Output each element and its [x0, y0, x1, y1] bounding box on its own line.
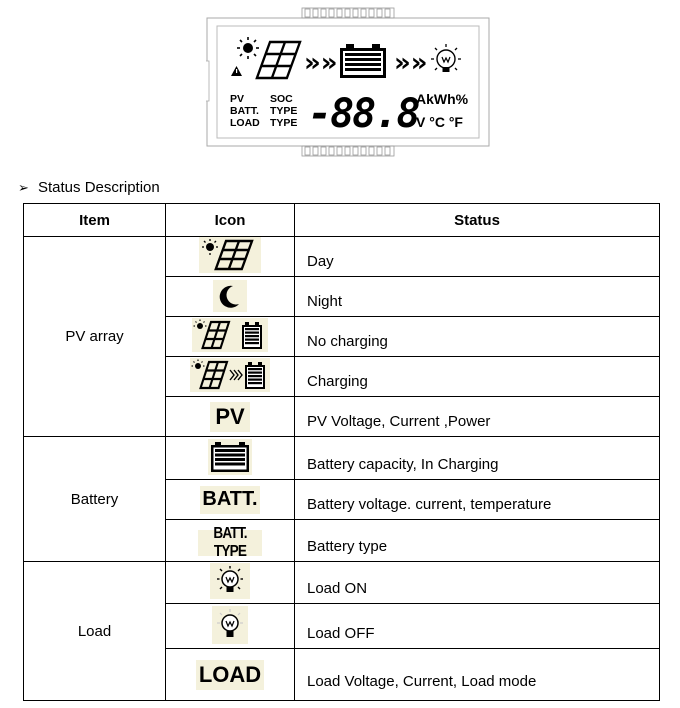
header-icon: Icon: [166, 204, 295, 237]
status-load-off: Load OFF: [295, 604, 660, 649]
batt-type-text-icon: BATT. TYPE: [213, 525, 247, 560]
connector-pin: [361, 9, 366, 17]
section-heading-text: Status Description: [38, 179, 160, 196]
connector-pin: [337, 147, 342, 155]
status-battery-voltage: Battery voltage. current, temperature: [295, 480, 660, 520]
header-item: Item: [24, 204, 166, 237]
connector-pin: [313, 147, 318, 155]
status-pv-voltage: PV Voltage, Current ,Power: [295, 397, 660, 437]
connector-pin: [353, 9, 358, 17]
bulb-off-icon: [212, 606, 248, 644]
connector-pin: [369, 147, 374, 155]
section-heading: [18, 179, 160, 196]
connector-pin: [321, 147, 326, 155]
lcd-battery-icon: [340, 44, 386, 78]
lcd-label-load: LOAD: [230, 117, 260, 129]
battery-icon: [208, 439, 252, 475]
moon-icon: [213, 280, 247, 312]
status-night: Night: [295, 277, 660, 317]
connector-pin: [313, 9, 318, 17]
status-load-on: Load ON: [295, 562, 660, 604]
connector-pin: [305, 147, 310, 155]
sun-panel-icon: [199, 237, 261, 273]
lcd-label-soc: SOC: [270, 93, 293, 105]
connector-pin: [321, 9, 326, 17]
connector-pin: [345, 147, 350, 155]
table-row: [24, 562, 660, 604]
lcd-label-pv: PV: [230, 93, 245, 105]
lcd-label-type-1: TYPE: [270, 105, 298, 117]
table-row: [24, 437, 660, 480]
lcd-chevron-left: »»: [304, 48, 338, 78]
lcd-digits: -88.8: [308, 91, 419, 137]
connector-pin: [377, 147, 382, 155]
connector-pin: [337, 9, 342, 17]
pv-text-icon: PV: [210, 402, 250, 432]
connector-pin: [377, 9, 382, 17]
table-header-row: [24, 204, 660, 237]
status-no-charging: No charging: [295, 317, 660, 357]
item-battery: Battery: [24, 437, 166, 562]
connector-pin: [369, 9, 374, 17]
lcd-units-bottom: V °C °F: [416, 114, 463, 130]
item-pv-array: PV array: [24, 237, 166, 437]
lcd-units-top: AkWh%: [416, 91, 469, 107]
panel-arrow-battery-icon: [190, 358, 270, 392]
item-load: Load: [24, 562, 166, 701]
lcd-label-batt: BATT.: [230, 105, 259, 117]
connector-pin: [353, 147, 358, 155]
arrow-bullet-icon: ➢: [18, 179, 29, 195]
connector-pin: [329, 147, 334, 155]
connector-pin: [385, 147, 390, 155]
status-day: Day: [295, 237, 660, 277]
connector-pin: [329, 9, 334, 17]
lcd-chevron-right: »»: [394, 48, 428, 78]
table-row: [24, 237, 660, 277]
lcd-label-type-2: TYPE: [270, 117, 298, 129]
status-table: [23, 203, 660, 701]
lcd-display-diagram: [206, 6, 490, 158]
status-charging: Charging: [295, 357, 660, 397]
connector-pin: [385, 9, 390, 17]
connector-pin: [361, 147, 366, 155]
batt-text-icon: BATT.: [200, 486, 260, 514]
header-status: Status: [295, 204, 660, 237]
panel-battery-icon: [192, 318, 268, 352]
status-load-voltage: Load Voltage, Current, Load mode: [295, 649, 660, 701]
connector-pin: [305, 9, 310, 17]
connector-pin: [345, 9, 350, 17]
status-battery-capacity: Battery capacity, In Charging: [295, 437, 660, 480]
load-text-icon: LOAD: [196, 660, 264, 690]
bulb-on-icon: [210, 563, 250, 599]
status-battery-type: Battery type: [295, 520, 660, 562]
